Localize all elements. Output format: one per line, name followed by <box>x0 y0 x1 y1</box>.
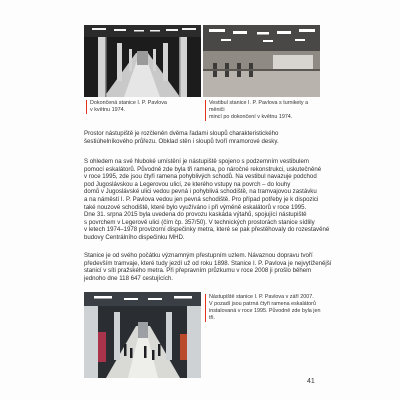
caption-line: mincí po dokončení v květnu 1974. <box>209 114 293 120</box>
text-line: také nouzové schodiště, které bylo využíváno i při výměně eskalátorů v roce 1995. <box>84 203 307 211</box>
text-line: Dne 31. srpna 2015 byla uvedena do provozu kaskáda výtahů, spojující nástupiště <box>84 211 307 219</box>
caption-line: Vestibul stanice I. P. Pavlova s turnikety a měniči <box>209 100 309 113</box>
photo-1-caption <box>86 100 198 114</box>
paragraph-transfer-hub <box>84 252 332 282</box>
paragraph-platform <box>84 130 320 145</box>
platform-photo-2007 <box>84 292 201 378</box>
caption-line: instalovaná v roce 1995. Původně zde byla jen tři. <box>209 308 321 321</box>
caption-line: V pozadí jsou patrná čtyři ramena eskalátorů <box>209 301 316 307</box>
text-line: šestiúhelníkového průřezu. Obklad stěn i sloupů tvoří mramorové desky. <box>84 137 279 145</box>
text-line: v roce 1995, zde jsou čtyři ramena pohyblivých schodů. Na vestibul navazuje podchod <box>84 173 317 181</box>
caption-line: Nástupiště stanice I. P. Pavlova v září 2007. <box>209 294 314 300</box>
text-line: S ohledem na své hluboké umístění je nástupiště spojeno s podzemním vestibulem <box>84 158 309 165</box>
text-line: jednoho dne 118 647 cestujících. <box>84 274 173 282</box>
caption-line: Dokončená stanice I. P. Pavlova <box>90 100 167 106</box>
text-line: Prostor nástupiště je rozčleněn dvěma řadami sloupů charakteristického <box>84 130 279 137</box>
text-line: v letech 1974–1978 provizorní dispečinky metra, které se pak přestěhovaly do rozestavěné <box>84 226 330 234</box>
photo-3-caption <box>205 294 321 322</box>
paragraph-escalators <box>84 158 330 242</box>
text-line: s povrchem v Legerově ulici (čím čp. 357/50). V technických prostorách stanice sídlily <box>84 218 315 226</box>
text-line: a na náměstí I. P. Pavlova vedou jen pevná schodiště. Pro případ potřeby je k dispozici <box>84 195 319 203</box>
text-line: domů v Jugoslávské ulici vedou pevná i pohyblivá schodiště, na tramvajovou zastávku <box>84 188 317 196</box>
text-line: pomocí eskalátorů. Původně zde byla tři ramena, po náročné rekonstrukci, uskutečněné <box>84 165 322 173</box>
text-line: pod Jugoslávskou a Legerovou ulicí, ze kterého vstupy na povrch – do louhy <box>84 180 291 188</box>
text-line: stanicí v síti pražského metra. Při přepravním průzkumu v roce 2008 ji prošlo během <box>84 267 312 275</box>
text-line: budovy Centrálního dispečinku MHD. <box>84 233 185 241</box>
text-line: Stanice je od svého počátku významným přestupním uzlem. Návaznou dopravu tvoří <box>84 252 313 259</box>
platform-photo-1974 <box>84 25 201 97</box>
photo-2-caption <box>205 100 321 121</box>
page-number: 41 <box>307 378 315 385</box>
text-line: především tramvaje, které tudy jezdí už od roku 1898. Stanice I. P. Pavlova je nejvytíženější <box>84 259 332 267</box>
caption-line: v květnu 1974. <box>90 107 126 113</box>
vestibule-photo-1974 <box>203 25 320 97</box>
